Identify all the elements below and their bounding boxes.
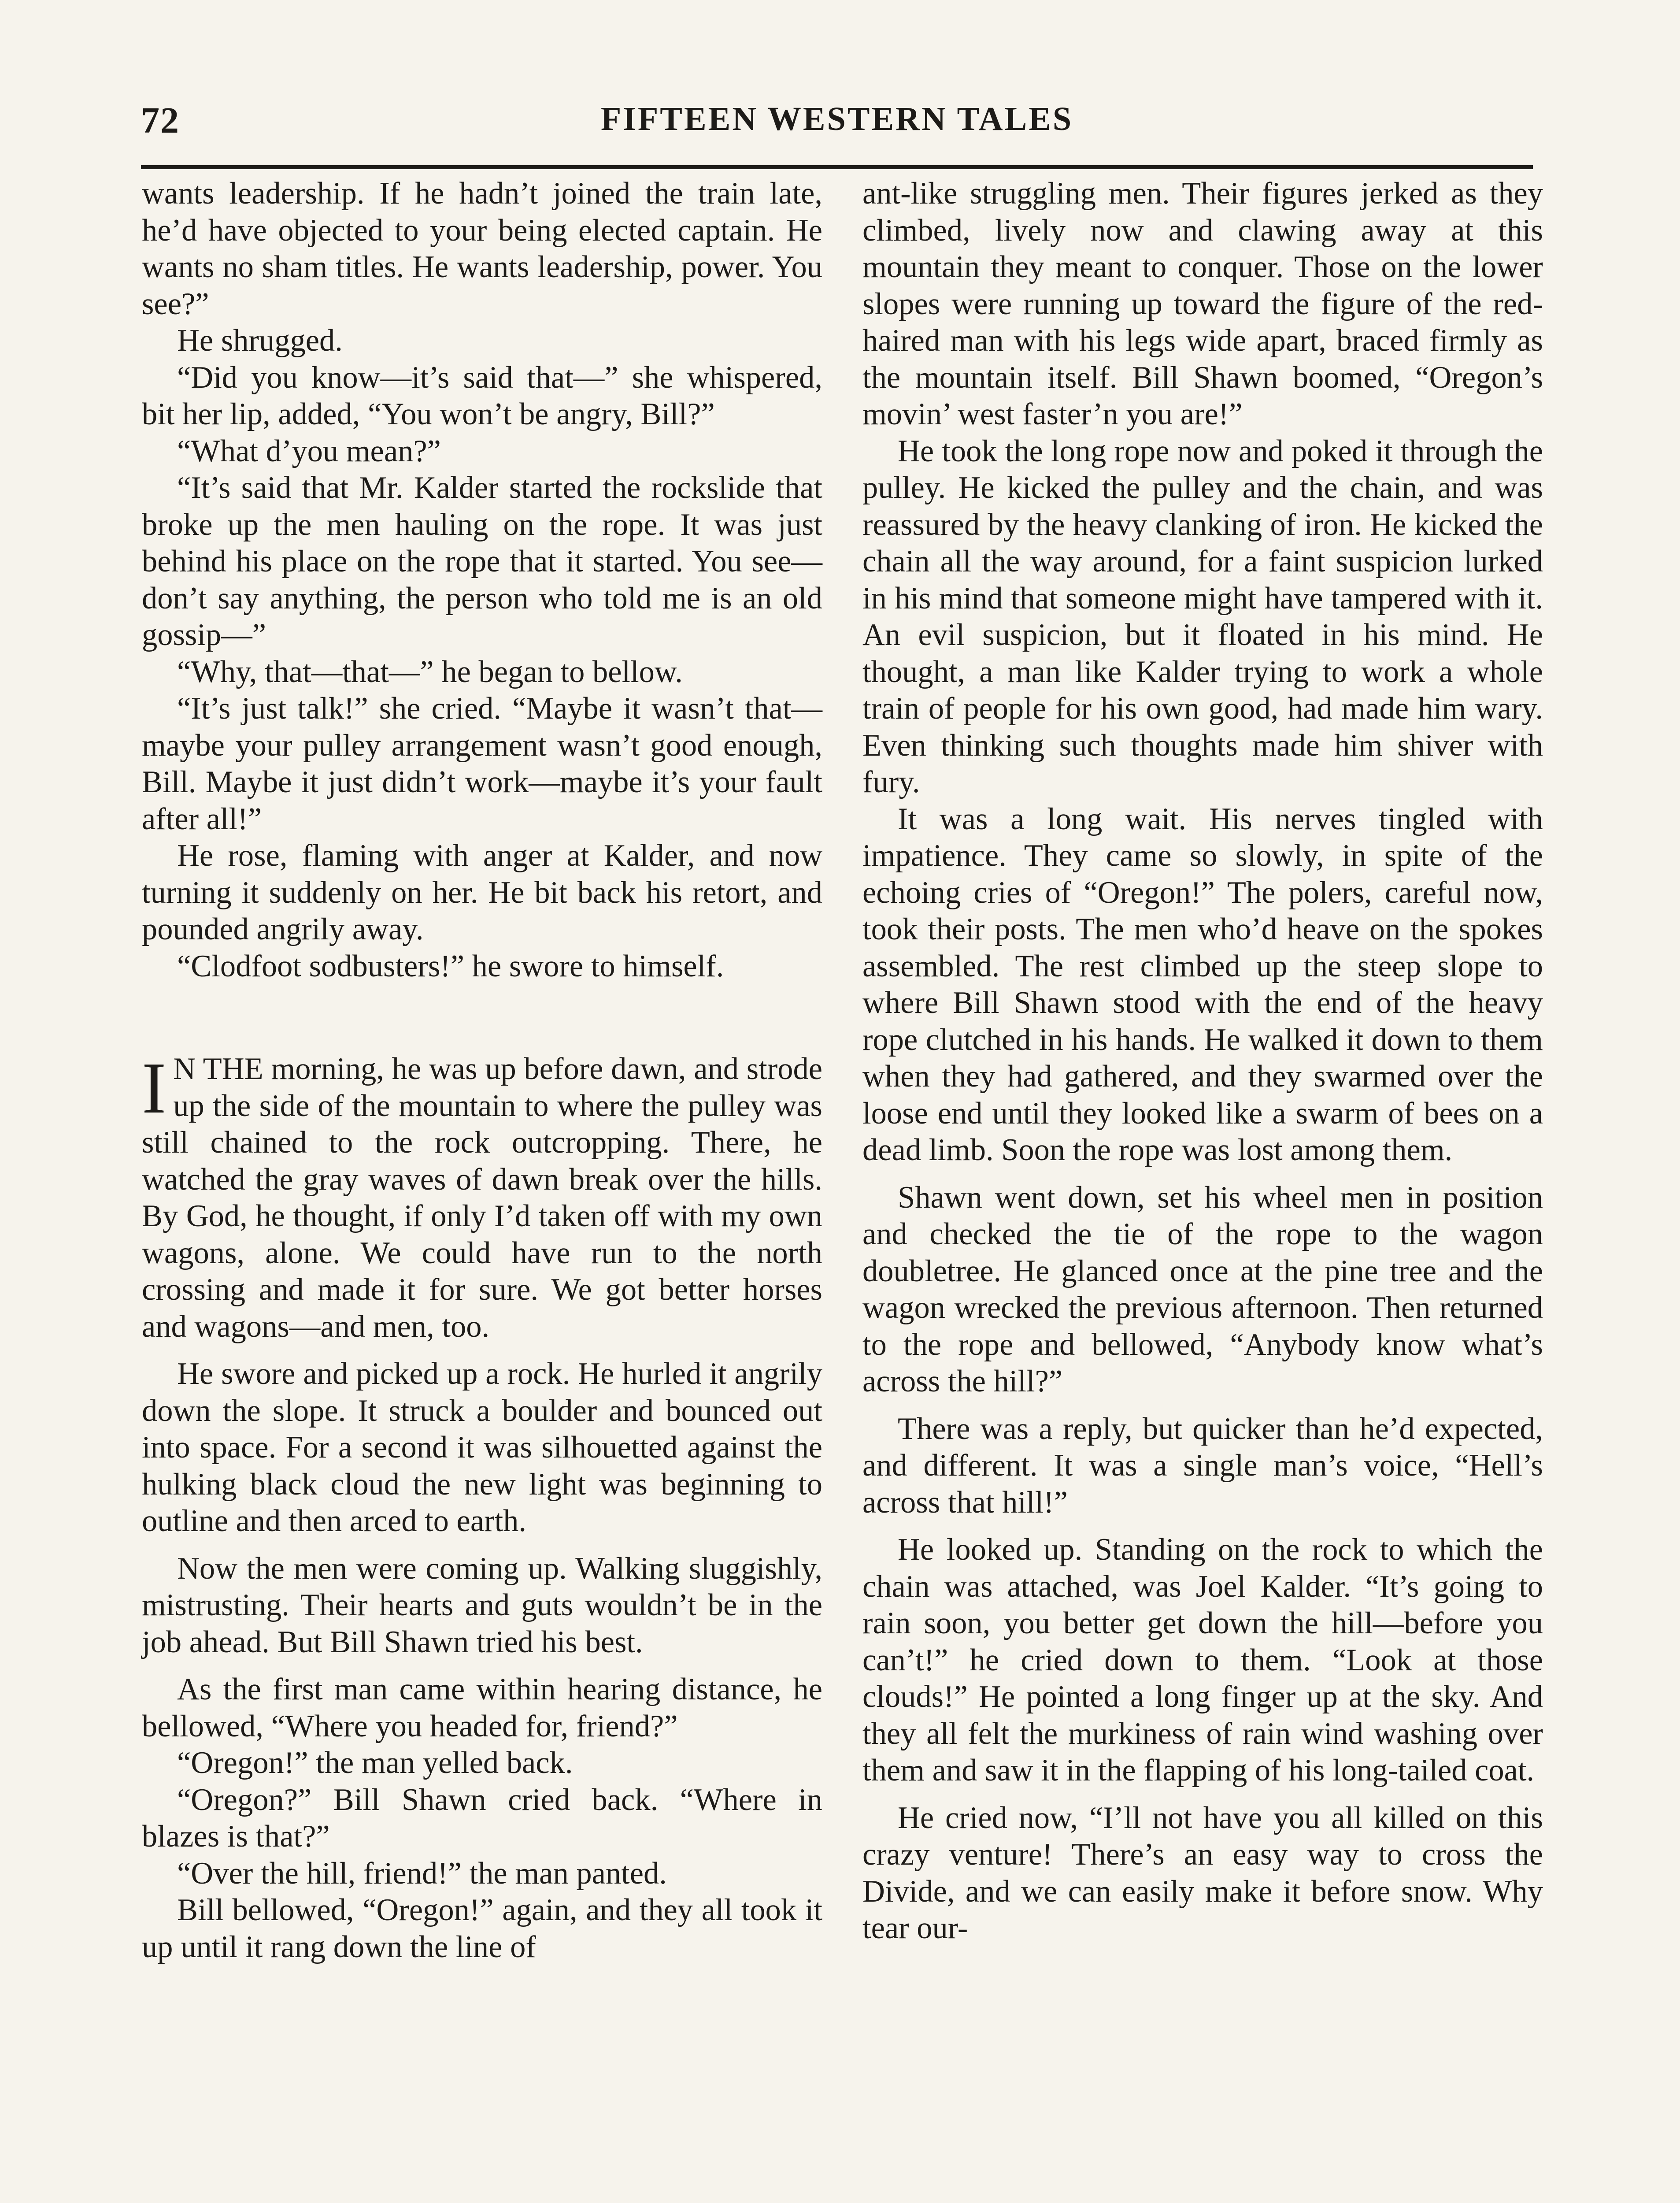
paragraph: “It’s just talk!” she cried. “Maybe it wasn’t that—maybe your pulley arrangement wasn’t good enough, Bill. Maybe it just didn’t work—maybe it’s your fault after all!” bbox=[142, 691, 822, 836]
paragraph: Bill bellowed, “Oregon!” again, and they all took it up until it rang down the line of bbox=[142, 1893, 822, 1964]
paragraph: “Clodfoot sodbusters!” he swore to himself. bbox=[177, 949, 724, 983]
paragraph: He looked up. Standing on the rock to which the chain was attached, was Joel Kalder. “It’s going to rain soon, you better get down the hill—before you can’t!” he cried down to them. “Look at those clouds!” He pointed a long finger up at the sky. And they all felt the murkiness of rain wind washing over them and saw it in the flapping of his long-tailed coat. bbox=[862, 1532, 1543, 1788]
magazine-title: FIFTEEN WESTERN TALES bbox=[600, 100, 1073, 137]
drop-cap: I bbox=[142, 1047, 167, 1128]
paragraph: He rose, flaming with anger at Kalder, and now turning it suddenly on her. He bit back his retort, and pounded angrily away. bbox=[142, 838, 822, 946]
paragraph-text: N THE morning, he was up before dawn, and strode up the side of the mountain to where the pulley was still chained to the rock outcropping. There, he watched the gray waves of dawn break over the hills. By God, he thought, if only I’d taken off with my own wagons, alone. We could have run to the north crossing and made it for sure. We got better horses and wagons—and men, too. bbox=[142, 1052, 822, 1344]
paragraph: “It’s said that Mr. Kalder started the rockslide that broke up the men hauling on the rope. It was just behind his place on the rope that it started. You see—don’t say anything, the person who told me is an old gossip—” bbox=[142, 471, 822, 652]
paragraph: There was a reply, but quicker than he’d expected, and different. It was a single man’s voice, “Hell’s across that hill!” bbox=[862, 1411, 1543, 1520]
paragraph: Now the men were coming up. Walking sluggishly, mistrusting. Their hearts and guts wouldn’t be in the job ahead. But Bill Shawn tried his best. bbox=[142, 1551, 822, 1659]
left-column bbox=[142, 175, 822, 1966]
paragraph: “Why, that—that—” he began to bellow. bbox=[177, 654, 683, 689]
section-opening-paragraph bbox=[142, 1047, 822, 1345]
paragraph: Shawn went down, set his wheel men in position and checked the tie of the rope to the wagon doubletree. He glanced once at the pine tree and the wagon wrecked the previous afternoon. Then returned to the rope and bellowed, “Anybody know what’s across the hill?” bbox=[862, 1180, 1543, 1398]
paragraph: It was a long wait. His nerves tingled with impatience. They came so slowly, in spite of the echoing cries of “Oregon!” The polers, careful now, took their posts. The men who’d heave on the spokes assembled. The rest climbed up the steep slope to where Bill Shawn stood with the end of the heavy rope clutched in his hands. He walked it down to them when they had gathered, and they swarmed over the loose end until they looked like a swarm of bees on a dead limb. Soon the rope was lost among them. bbox=[862, 801, 1543, 1167]
paragraph: He shrugged. bbox=[177, 323, 343, 358]
page-number: 72 bbox=[141, 100, 180, 141]
paragraph: ant-like struggling men. Their figures jerked as they climbed, lively now and clawing away at this mountain they meant to conquer. Those on the lower slopes were running up toward the figure of the red-haired man with his legs wide apart, braced firmly as the mountain itself. Bill Shawn boomed, “Oregon’s movin’ west faster’n you are!” bbox=[862, 176, 1543, 431]
paragraph: wants leadership. If he hadn’t joined the train late, he’d have objected to your being elected captain. He wants no sham titles. He wants leadership, power. You see?” bbox=[142, 176, 822, 321]
page-header bbox=[141, 90, 1533, 169]
paragraph: “Over the hill, friend!” the man panted. bbox=[177, 1856, 667, 1891]
paragraph: “Oregon!” the man yelled back. bbox=[177, 1746, 573, 1780]
paragraph: “What d’you mean?” bbox=[177, 434, 441, 468]
paragraph: “Did you know—it’s said that—” she whispered, bit her lip, added, “You won’t be angry, Bill?” bbox=[142, 360, 822, 431]
paragraph: He cried now, “I’ll not have you all killed on this crazy venture! There’s an easy way to cross the Divide, and we can easily make it before snow. Why tear our- bbox=[862, 1800, 1543, 1945]
paragraph: He took the long rope now and poked it through the pulley. He kicked the pulley and the chain, and was reassured by the heavy clanking of iron. He kicked the chain all the way around, for a faint suspicion lurked in his mind that someone might have tampered with it. An evil suspicion, but it floated in his mind. He thought, a man like Kalder trying to work a whole train of people for his own good, had made him wary. Even thinking such thoughts made him shiver with fury. bbox=[862, 434, 1543, 799]
right-column bbox=[862, 175, 1543, 1947]
paragraph: “Oregon?” Bill Shawn cried back. “Where in blazes is that?” bbox=[142, 1782, 822, 1854]
paragraph: As the first man came within hearing distance, he bellowed, “Where you headed for, friend?” bbox=[142, 1672, 822, 1743]
paragraph: He swore and picked up a rock. He hurled it angrily down the slope. It struck a boulder and bounced out into space. For a second it was silhouetted against the hulking black cloud the new light was beginning to outline and then arced to earth. bbox=[142, 1357, 822, 1538]
